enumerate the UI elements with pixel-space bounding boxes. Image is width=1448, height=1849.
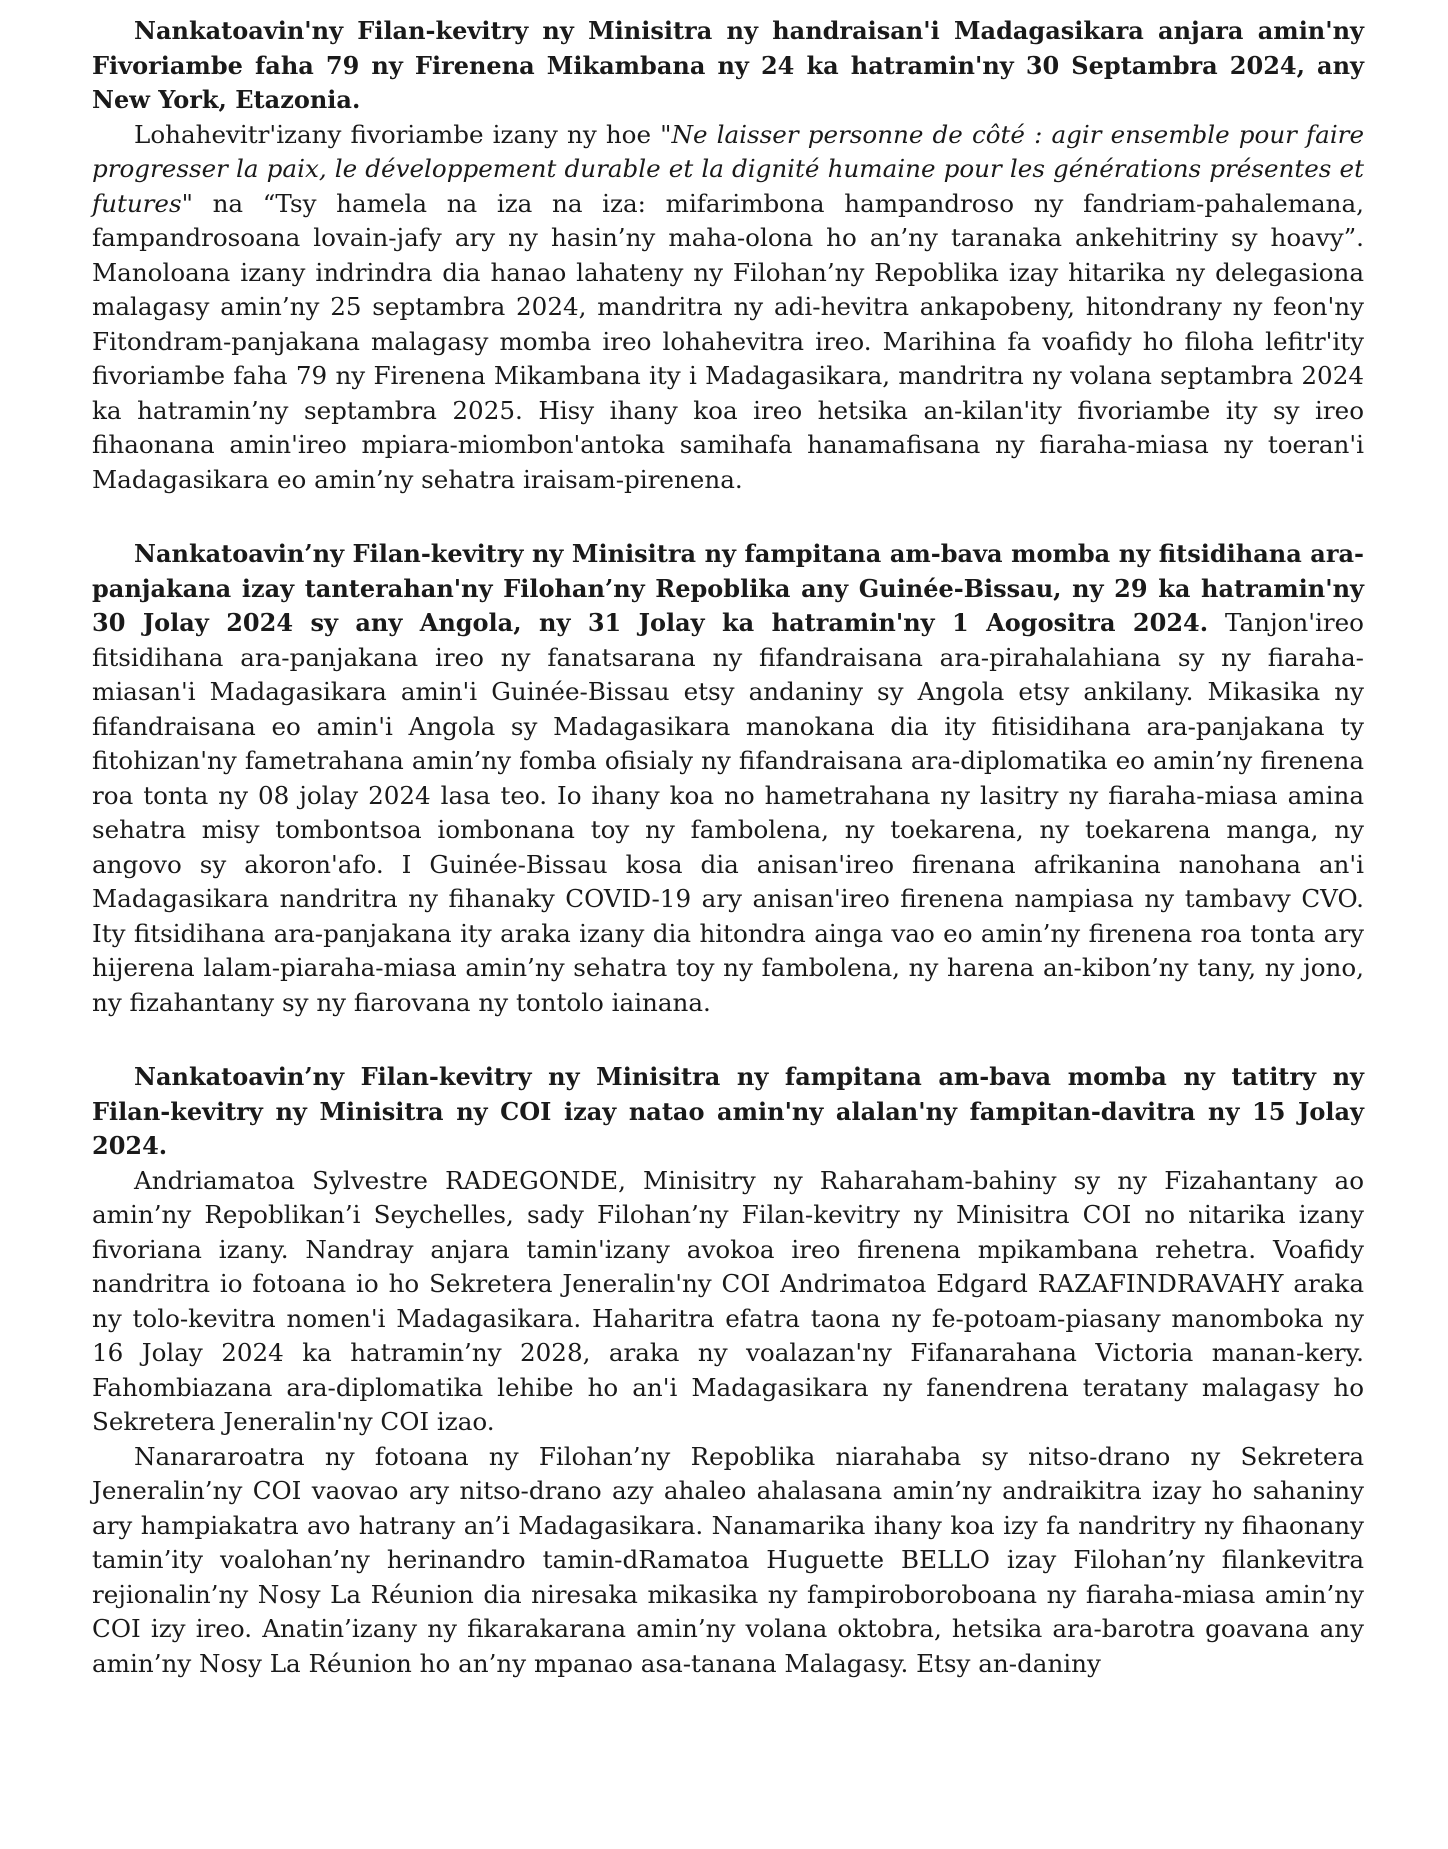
paragraph-text: Lohahevitr'izany fivoriambe izany ny hoe " [134, 119, 672, 149]
section-un-general-assembly [92, 14, 1364, 497]
section-heading: Nankatoavin’ny Filan-kevitry ny Minisitra ny fampitana am-bava momba ny tatitry ny Filan-kevitry ny Minisitra ny COI izay natao amin'ny alalan'ny fampitan-davitra ny 15 Jolay 2024. [92, 1062, 1364, 1160]
section-heading: Nankatoavin'ny Filan-kevitry ny Minisitra ny handraisan'i Madagasikara anjara amin'ny Fivoriambe faha 79 ny Firenena Mikambana ny 24 ka hatramin'ny 30 Septambra 2024, any New York, Etazonia. [92, 16, 1364, 114]
section-paragraph: Andriamatoa Sylvestre RADEGONDE, Minisitry ny Raharaham-bahiny sy ny Fizahantany ao amin’ny Repoblikan’i Seychelles, sady Filohan’ny Filan-kevitry ny Minisitra COI no nitarika izany fivoriana izany. Nandray anjara tamin'izany avokoa ireo firenena mpikambana rehetra. Voafidy nandritra io fotoana io ho Sekretera Jeneralin'ny COI Andrimatoa Edgard RAZAFINDRAVAHY araka ny tolo-kevitra nomen'i Madagasikara. Haharitra efatra taona ny fe-potoam-piasany manomboka ny 16 Jolay 2024 ka hatramin’ny 2028, araka ny voalazan'ny Fifanarahana Victoria manan-kery. Fahombiazana ara-diplomatika lehibe ho an'i Madagasikara ny fanendrena teratany malagasy ho Sekretera Jeneralin'ny COI izao. [92, 1165, 1364, 1436]
quoted-theme-french: Ne laisser personne de côté : agir ensemble pour faire progresser la paix, le développement durable et la dignité humaine pour les générations présentes et futures [92, 119, 1364, 218]
section-state-visits [92, 537, 1364, 1020]
section-paragraph [92, 537, 1364, 1020]
document-page [92, 14, 1364, 1721]
section-coi-report [92, 1060, 1364, 1681]
paragraph-text: " na “Tsy hamela na iza na iza: mifarimbona hampandroso ny fandriam-pahalemana, fampandrosoana lovain-jafy ary ny hasin’ny maha-olona ho an’ny taranaka ankehitriny sy hoavy”. Manoloana izany indrindra dia hanao lahateny ny Filohan’ny Repoblika izay hitarika ny delegasiona malagasy amin’ny 25 septambra 2024, mandritra ny adi-hevitra ankapobeny, hitondrany ny feon'ny Fitondram-panjakana malagasy momba ireo lohahevitra ireo. Marihina fa voafidy ho filoha lefitr'ity fivoriambe faha 79 ny Firenena Mikambana ity i Madagasikara, mandritra ny volana septambra 2024 ka hatramin’ny septambra 2025. Hisy ihany koa ireo hetsika an-kilan'ity fivoriambe ity sy ireo fihaonana amin'ireo mpiara-miombon'antoka samihafa hanamafisana ny fiaraha-miasa ny toeran'i Madagasikara eo amin’ny sehatra iraisam-pirenena. [92, 188, 1364, 494]
section-heading: Nankatoavin’ny Filan-kevitry ny Minisitra ny fampitana am-bava momba ny fitsidihana ara-panjakana izay tanterahan'ny Filohan’ny Repoblika any Guinée-Bissau, ny 29 ka hatramin'ny 30 Jolay 2024 sy any Angola, ny 31 Jolay ka hatramin'ny 1 Aogositra 2024. [92, 539, 1364, 637]
section-paragraph [92, 118, 1364, 498]
paragraph-text: Tanjon'ireo fitsidihana ara-panjakana ireo ny fanatsarana ny fifandraisana ara-pirahalahiana sy ny fiaraha-miasan'i Madagasikara amin'i Guinée-Bissau etsy andaniny sy Angola etsy ankilany. Mikasika ny fifandraisana eo amin'i Angola sy Madagasikara manokana dia ity fitisidihana ara-panjakana ty fitohizan'ny fametrahana amin’ny fomba ofisialy ny fifandraisana ara-diplomatika eo amin’ny firenena roa tonta ny 08 jolay 2024 lasa teo. Io ihany koa no hametrahana ny lasitry ny fiaraha-miasa amina sehatra misy tombontsoa iombonana toy ny fambolena, ny toekarena, ny toekarena manga, ny angovo sy akoron'afo. I Guinée-Bissau kosa dia anisan'ireo firenana afrikanina nanohana an'i Madagasikara nandritra ny fihanaky COVID-19 ary anisan'ireo firenena nampiasa ny tambavy CVO. Ity fitsidihana ara-panjakana ity araka izany dia hitondra ainga vao eo amin’ny firenena roa tonta ary hijerena lalam-piaraha-miasa amin’ny sehatra toy ny fambolena, ny harena an-kibon’ny tany, ny jono, ny fizahantany sy ny fiarovana ny tontolo iainana. [92, 608, 1364, 1017]
section-paragraph: Nanararoatra ny fotoana ny Filohan’ny Repoblika niarahaba sy nitso-drano ny Sekretera Jeneralin’ny COI vaovao ary nitso-drano azy ahaleo ahalasana amin’ny andraikitra izay ho sahaniny ary hampiakatra avo hatrany an’i Madagasikara. Nanamarika ihany koa izy fa nandritry ny fihaonany tamin’ity voalohan’ny herinandro tamin-dRamatoa Huguette BELLO izay Filohan’ny filankevitra rejionalin’ny Nosy La Réunion dia niresaka mikasika ny fampiroboroboana ny fiaraha-miasa amin’ny COI izy ireo. Anatin’izany ny fikarakarana amin’ny volana oktobra, hetsika ara-barotra goavana any amin’ny Nosy La Réunion ho an’ny mpanao asa-tanana Malagasy. Etsy an-daniny [92, 1441, 1364, 1678]
